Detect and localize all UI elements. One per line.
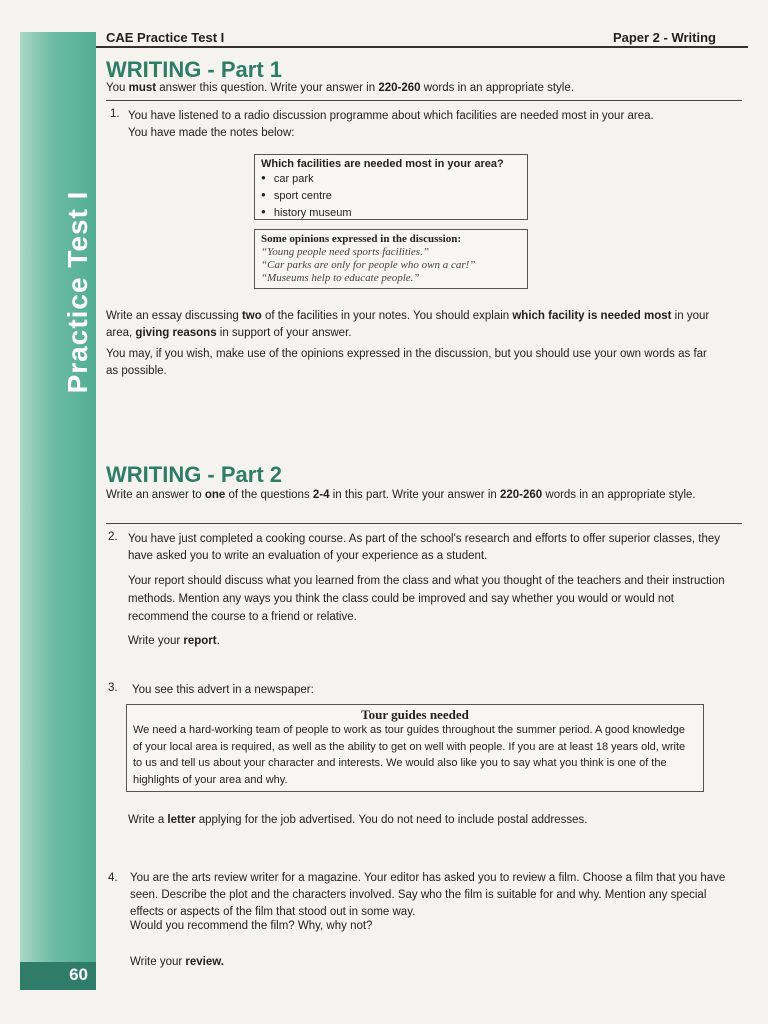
- list-item: ● history museum: [261, 204, 521, 221]
- question-4-text: You are the arts review writer for a magazine. Your editor has asked you to review a film. Choose a film that you have seen. Describe the plot and the characters involved. Say who the film is suitable for and why. Mention any special effects or aspects of the film that stood out in some way.: [130, 872, 726, 918]
- opinion-item: “Young people need sports facilities.”: [261, 246, 429, 258]
- question-2-task: Write your report.: [128, 635, 220, 647]
- header-rule: [96, 46, 748, 48]
- notes-title: Which facilities are needed most in your area?: [261, 158, 504, 170]
- advert-body: We need a hard-working team of people to work as tour guides throughout the summer period. A good knowledge of your local area is required, as well as the ability to get on well with people. If you are at least 18 years old, write to us and tell us about your character and interests. We would also like you to say what you think is one of the highlights of your area and why.: [133, 724, 686, 786]
- question-3-task: Write a letter applying for the job advertised. You do not need to include postal addresses.: [128, 814, 588, 826]
- list-item: ● sport centre: [261, 187, 521, 204]
- question-2-details: Your report should discuss what you learned from the class and what you thought of the teachers and their instruction methods. Mention any ways you think the class could be improved and say whether you would or would not recommend the course to a friend or relative.: [128, 575, 725, 623]
- advert-title: Tour guides needed: [361, 707, 469, 722]
- page-number: 60: [20, 962, 96, 990]
- part2-rule: [106, 523, 742, 524]
- question-2-number: 2.: [108, 531, 118, 543]
- test-title: CAE Practice Test I: [106, 30, 225, 45]
- part1-title: WRITING - Part 1: [106, 57, 283, 82]
- opinion-item: “Car parks are only for people who own a car!”: [261, 259, 476, 271]
- sidebar-band: [20, 32, 96, 990]
- opinion-item: “Museums help to educate people.”: [261, 272, 420, 284]
- question-3-number: 3.: [108, 682, 118, 694]
- question-1-text: You have listened to a radio discussion programme about which facilities are needed most in your area. You have made the notes below:: [128, 110, 654, 139]
- advert-box: [126, 704, 704, 792]
- part1-instructions: You must answer this question. Write your answer in 220-260 words in an appropriate style.: [106, 82, 574, 94]
- part2-instructions: Write an answer to one of the questions 2-4 in this part. Write your answer in 220-260 words in an appropriate style.: [106, 489, 696, 501]
- question-4-question: Would you recommend the film? Why, why not?: [130, 920, 373, 932]
- opinions-box: [254, 229, 528, 289]
- part1-optional: You may, if you wish, make use of the opinions expressed in the discussion, but you should use your own words as far as possible.: [106, 348, 707, 377]
- paper-title: Paper 2 - Writing: [612, 30, 716, 45]
- sidebar-title: Practice Test I: [62, 190, 93, 394]
- part1-task: Write an essay discussing two of the facilities in your notes. You should explain which facility is needed most in your area, giving reasons in support of your answer.: [106, 310, 710, 339]
- opinions-title: Some opinions expressed in the discussion:: [261, 233, 461, 245]
- notes-list: [261, 170, 521, 221]
- question-3-text: You see this advert in a newspaper:: [132, 684, 314, 696]
- part1-rule: [106, 100, 742, 101]
- question-2-text: You have just completed a cooking course. As part of the school's research and efforts to offer superior classes, they have asked you to write an evaluation of your experience as a student.: [128, 533, 721, 562]
- question-1-number: 1.: [110, 108, 120, 120]
- question-4-task: Write your review.: [130, 956, 224, 968]
- part2-title: WRITING - Part 2: [106, 462, 283, 487]
- question-4-number: 4.: [108, 872, 118, 884]
- notes-box: [254, 154, 528, 220]
- list-item: ● car park: [261, 170, 521, 187]
